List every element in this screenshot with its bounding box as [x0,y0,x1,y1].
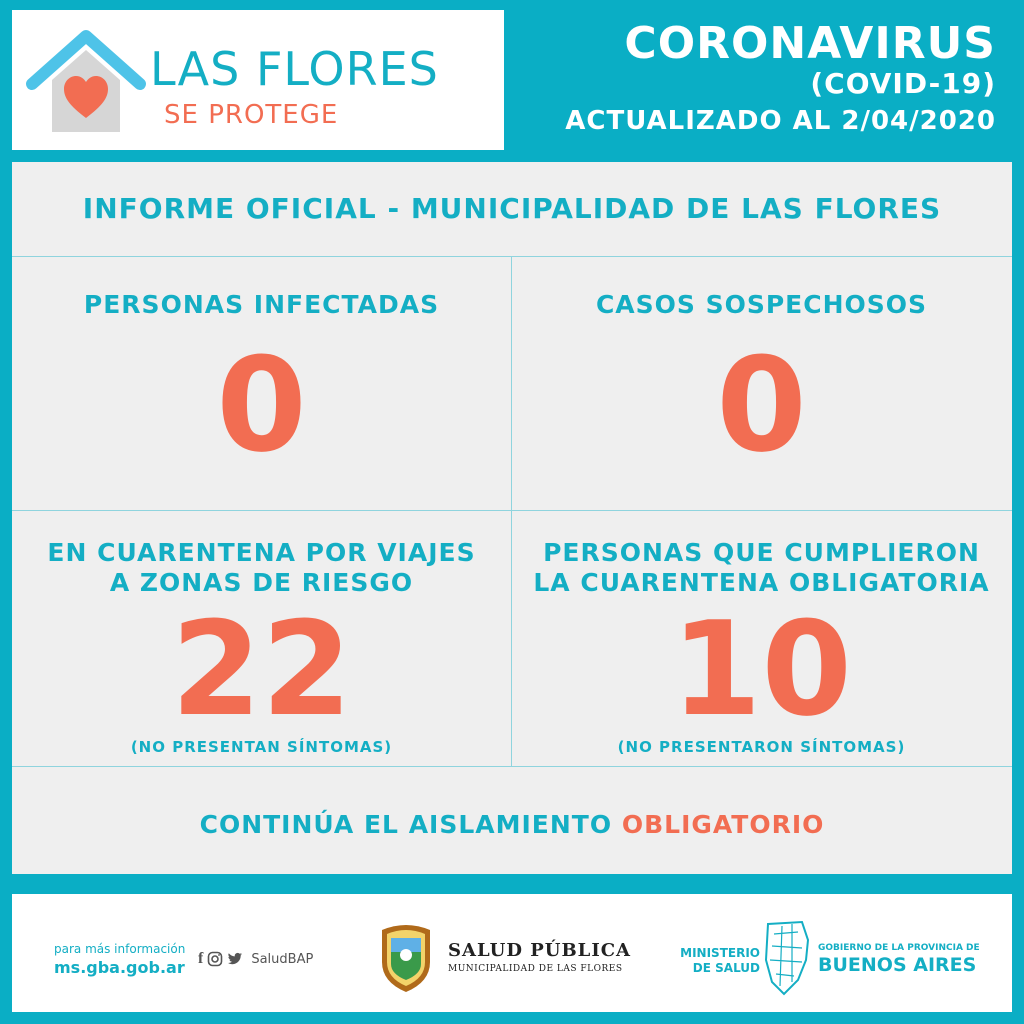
brand-logo-box [12,10,504,150]
suspected-value: 0 [716,329,807,481]
instagram-icon[interactable] [207,951,223,967]
salud-publica-title: SALUD PÚBLICA [448,940,632,961]
header-subtitle: (COVID-19) [810,67,996,100]
suspected-cell [512,290,1011,481]
quarantine-label-line1: EN CUARENTENA POR VIAJES [47,538,476,567]
quarantine-note: (NO PRESENTAN SÍNTOMAS) [130,738,393,756]
divider [12,256,1012,257]
isolation-message [12,810,1012,839]
info-label: para más información [54,942,186,956]
suspected-label: CASOS SOSPECHOSOS [595,290,928,319]
infected-cell [12,290,511,481]
completed-label-line1: PERSONAS QUE CUMPLIERON [543,538,980,567]
twitter-icon[interactable] [227,952,243,966]
quarantine-label-line2: A ZONAS DE RIESGO [109,568,414,597]
header-title: CORONAVIRUS [624,18,996,69]
divider [12,766,1012,767]
quarantine-cell [12,538,511,756]
divider [12,510,1012,511]
isolation-accent: OBLIGATORIO [621,810,825,839]
brand-title: LAS FLORES [150,42,439,96]
gobierno-name: BUENOS AIRES [818,954,977,976]
header [526,18,996,136]
header-updated-date: ACTUALIZADO AL 2/04/2020 [565,106,996,136]
footer-bar [12,894,1012,1012]
municipal-crest-icon [376,922,436,994]
report-panel [12,162,1012,874]
completed-note: (NO PRESENTARON SÍNTOMAS) [617,738,906,756]
isolation-text: CONTINÚA EL AISLAMIENTO [199,810,613,839]
ministerio-line2: DE SALUD [692,961,760,975]
province-map-icon [762,920,812,996]
facebook-icon[interactable]: f [198,950,204,967]
completed-label-line2: LA CUARENTENA OBLIGATORIA [533,568,990,597]
report-title: INFORME OFICIAL - MUNICIPALIDAD DE LAS FLORES [82,192,942,225]
salud-publica-subtitle: MUNICIPALIDAD DE LAS FLORES [448,964,623,974]
infected-value: 0 [216,329,307,481]
social-links [198,950,313,968]
social-handle: SaludBAP [251,951,314,967]
info-url-link[interactable]: ms.gba.gob.ar [54,958,185,977]
brand-subtitle: SE PROTEGE [164,100,339,130]
ministerio-label [666,946,760,976]
ministerio-line1: MINISTERIO [680,946,760,960]
completed-cell [512,538,1011,756]
house-heart-icon [26,20,146,140]
gobierno-label: GOBIERNO DE LA PROVINCIA DE [818,943,980,953]
infected-label: PERSONAS INFECTADAS [83,290,440,319]
quarantine-value: 22 [171,593,352,745]
completed-value: 10 [671,593,852,745]
